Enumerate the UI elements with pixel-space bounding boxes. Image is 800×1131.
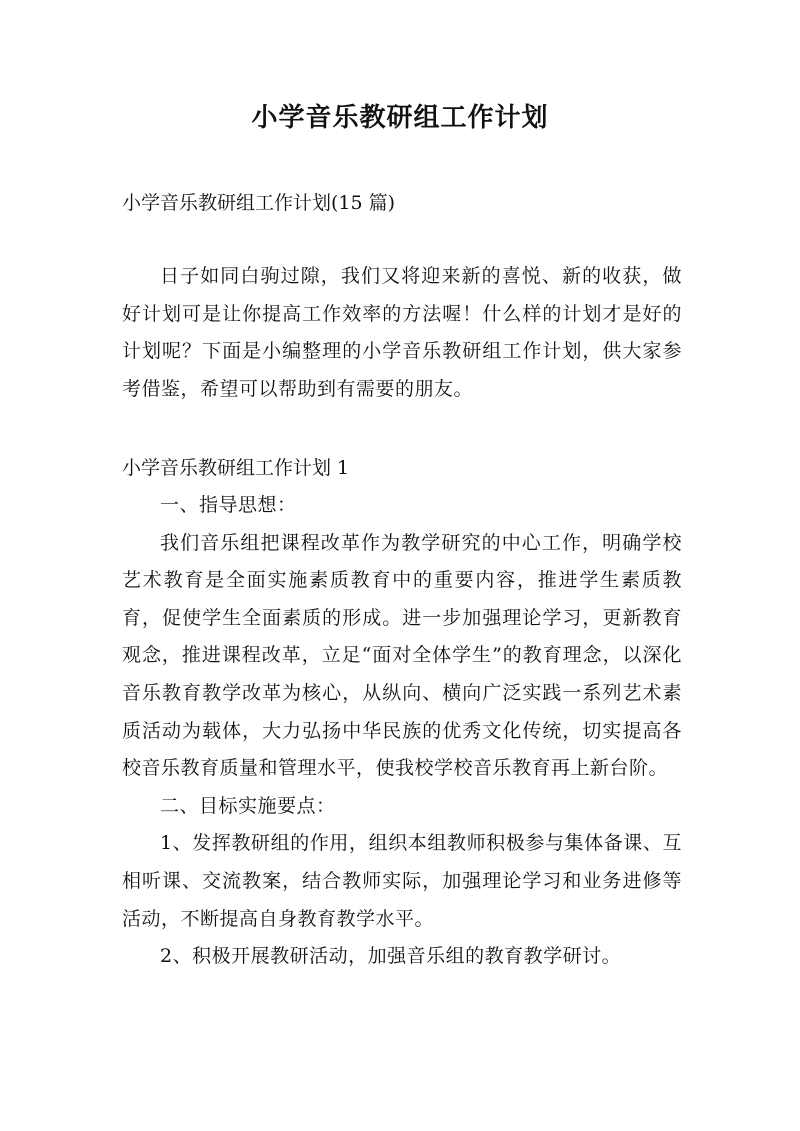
document-subtitle: 小学音乐教研组工作计划(15 篇) xyxy=(122,192,396,214)
heading-target-points: 二、目标实施要点： xyxy=(160,794,336,817)
section-title: 小学音乐教研组工作计划 1 xyxy=(122,457,350,479)
document-title: 小学音乐教研组工作计划 xyxy=(251,103,549,133)
body-paragraph: 1、发挥教研组的作用，组织本组教师积极参与集体备课、互相听课、交流教案，结合教师实际，加强理论学习和业务进修等活动，不断提高自身教育教学水平。 xyxy=(122,832,682,930)
body-paragraph: 我们音乐组把课程改革作为教学研究的中心工作，明确学校艺术教育是全面实施素质教育中的重要内容，推进学生素质教育，促使学生全面素质的形成。进一步加强理论学习，更新教育观念，推进课程改革，立足“面对全体学生”的教育理念，以深化音乐教育教学改革为核心，从纵向、横向广泛实践一系列艺术素质活动为载体，大力弘扬中华民族的优秀文化传统，切实提高各校音乐教育质量和管理水平，使我校学校音乐教育再上新台阶。 xyxy=(122,531,682,780)
intro-paragraph: 日子如同白驹过隙，我们又将迎来新的喜悦、新的收获，做好计划可是让你提高工作效率的方法喔！什么样的计划才是好的计划呢？下面是小编整理的小学音乐教研组工作计划，供大家参考借鉴，希望可以帮助到有需要的朋友。 xyxy=(122,265,682,400)
section-body xyxy=(122,487,682,976)
heading-guiding-ideology: 一、指导思想： xyxy=(160,494,297,516)
body-paragraph: 2、积极开展教研活动，加强音乐组的教育教学研讨。 xyxy=(160,945,622,968)
